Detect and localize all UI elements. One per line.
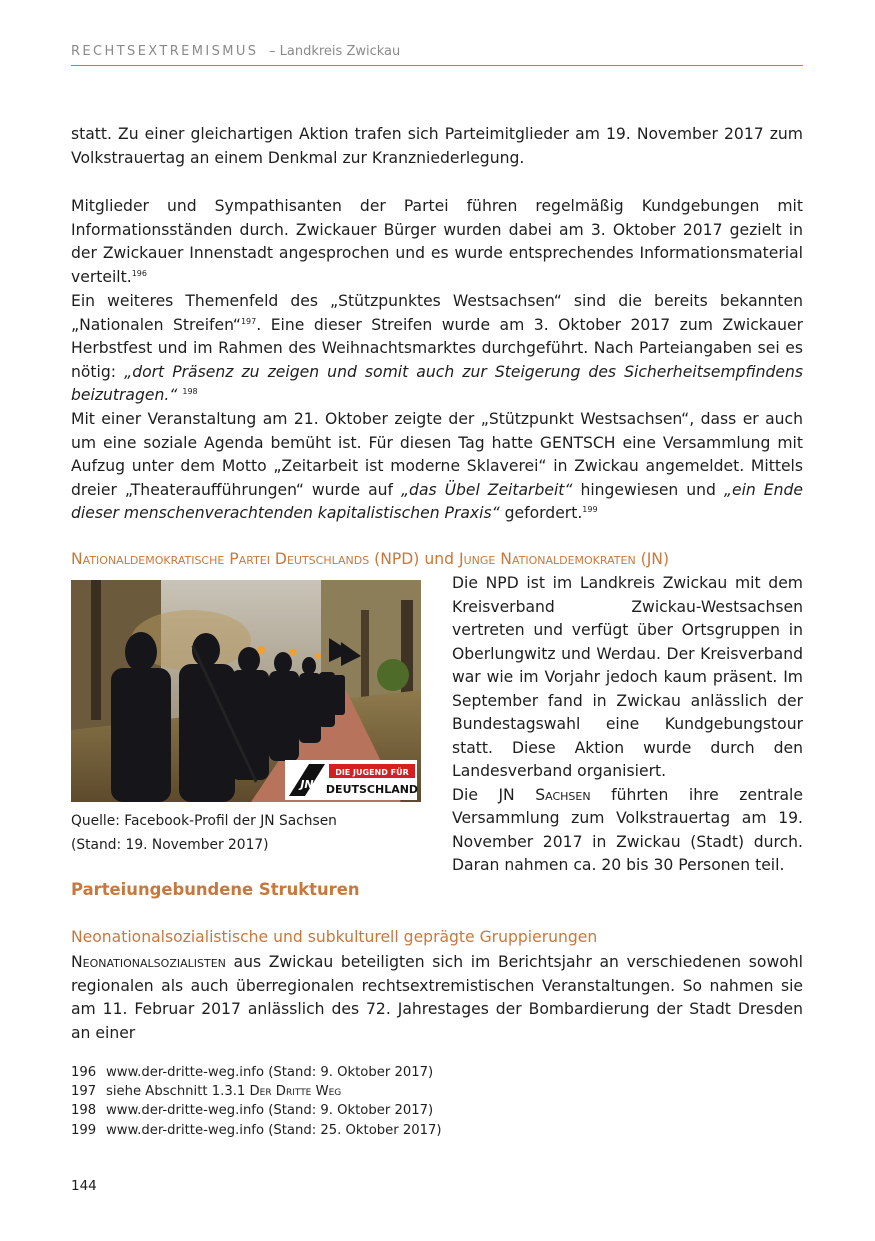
paragraph-3-text-a: Ein weiteres Themenfeld des „Stützpunktes Westsachsen“ sind die bereits bekannten „Nationalen Streifen“ [71,292,803,334]
footnote-number: 198 [71,1103,97,1119]
footnote-text[interactable]: www.der-dritte-weg.info (Stand: 9. Oktober 2017) [106,1065,434,1080]
npd-text-column [452,572,803,878]
badge-top-text: DIE JUGEND FÜR [335,768,409,777]
heading-part-npd-abbr: (NPD) und [369,550,459,568]
section-heading-structures: Parteiungebundene Strukturen [71,880,360,899]
footnote-ref-name: Der Dritte Weg [249,1084,342,1100]
paragraph-3 [71,290,803,408]
running-header [71,44,803,59]
jn-text-pre: Die JN [452,785,536,804]
footnote-text[interactable]: www.der-dritte-weg.info (Stand: 9. Oktober 2017) [106,1103,434,1119]
caption-line-2: (Stand: 19. November 2017) [71,837,269,853]
heading-part-jn: Junge Nationaldemokraten [458,550,636,568]
paragraph-5-text: aus Zwickau beteiligten sich im Berichtsjahr an verschiedenen sowohl regionalen als auch überregionalen rechtsextremistischen Veranstaltungen. So nahmen sie am 11. Februar 2017 anlässlich des 72. Jahrestages der Bombardierung der Stadt Dresden an einer [71,953,803,1042]
paragraph-3-text-b: . Eine dieser Streifen wurde am 3. Oktober 2017 zum Zwickauer Herbstfest und im Rahmen des Weihnachtsmarktes durchgeführt. Nach Parteiangaben sei es nötig: [71,315,803,381]
footnote-199 [71,1121,771,1140]
heading-part-npd: Nationaldemokratische Partei Deutschlands [71,550,370,568]
paragraph-4-text-a: Mit einer Veranstaltung am 21. Oktober zeigte der „Stützpunkt Westsachsen“, dass er auch um eine soziale Agenda bemüht ist. Für diesen Tag hatte GENTSCH eine Versammlung mit Aufzug unter dem Motto „Zeitarbeit ist moderne Sklaverei“ in Zwickau angemeldet. Mittels dreier „Theateraufführungen“ wurde auf [71,410,803,499]
subsection-heading-groups: Neonationalsozialistische und subkulturell geprägte Gruppierungen [71,928,598,946]
footnote-ref-196[interactable]: 196 [131,268,147,278]
footnote-text: siehe Abschnitt 1.3.1 [106,1084,250,1100]
footnote-ref-197[interactable]: 197 [240,316,257,326]
paragraph-4-quote-2: „ein Ende dieser menschenverachtenden kapitalistischen Praxis“ [71,480,803,522]
footnote-ref-199[interactable]: 199 [582,505,598,514]
paragraph-3-quote: „dort Präsenz zu zeigen und somit auch zur Steigerung des Sicherheitsempfindens beizutragen.“ [71,362,803,404]
npd-section-heading [71,550,669,568]
footnote-198 [71,1101,771,1120]
header-title: RECHTSEXTREMISMUS [71,44,259,59]
jn-badge [285,760,418,800]
badge-bottom-text: DEUTSCHLAND [325,783,419,796]
footnotes [71,1063,771,1140]
paragraph-1-text: statt. Zu einer gleichartigen Aktion trafen sich Parteimitglieder am 19. November 2017 zum Volkstrauertag an einem Denkmal zur Kranzniederlegung. [71,125,803,167]
paragraph-4 [71,408,803,526]
jn-sachsen: Sachsen [535,785,591,804]
footnote-197 [71,1082,771,1101]
header-rule [71,65,803,66]
paragraph-4-text-c: gefordert. [499,504,583,522]
paragraph-4-text-b: hingewiesen und [572,480,724,499]
footnote-number: 199 [71,1122,97,1138]
paragraph-2 [71,195,803,289]
npd-paragraph: Die NPD ist im Landkreis Zwickau mit dem Kreisverband Zwickau-Westsachsen vertreten und verfügt über Ortsgruppen in Oberlungwitz und Werdau. Der Kreisverband war wie im Vorjahr jedoch kaum präsent. Im September fand in Zwickau anlässlich der Bundestagswahl eine Kundgebungstour statt. Diese Aktion wurde durch den Landesverband organisiert. [452,574,803,780]
caption-line-1: Quelle: Facebook-Profil der JN Sachsen [71,813,337,829]
page-number: 144 [71,1178,97,1194]
paragraph-5-lead: Neonationalsozialisten [71,953,226,971]
footnote-number: 196 [71,1065,97,1080]
footnote-number: 197 [71,1084,97,1100]
footnote-196 [71,1063,771,1082]
march-photo [71,580,421,802]
footnote-text[interactable]: www.der-dritte-weg.info (Stand: 25. Oktober 2017) [106,1122,442,1138]
jn-logo: JN [300,778,314,791]
heading-part-jn-abbr: (JN) [635,550,670,568]
paragraph-5 [71,951,803,1045]
photo-illustration [71,580,421,802]
paragraph-2-text: Mitglieder und Sympathisanten der Partei führen regelmäßig Kundgebungen mit Informationsständen durch. Zwickauer Bürger wurden dabei am 3. Oktober 2017 gezielt in der Zwickauer Innenstadt angesprochen und es wurde entsprechendes Informationsmaterial verteilt. [71,197,803,286]
jn-text-post: führten ihre zentrale Versammlung zum Volkstrauertag am 19. November 2017 in Zwickau (Stadt) durch. Daran nahmen ca. 20 bis 30 Personen teil. [452,785,803,874]
photo-caption [71,809,431,857]
header-subtitle: – Landkreis Zwickau [269,44,401,59]
paragraph-1 [71,123,803,170]
jn-paragraph [452,784,803,878]
paragraph-4-quote-1: „das Übel Zeitarbeit“ [400,480,573,499]
footnote-ref-198[interactable]: 198 [182,387,198,396]
